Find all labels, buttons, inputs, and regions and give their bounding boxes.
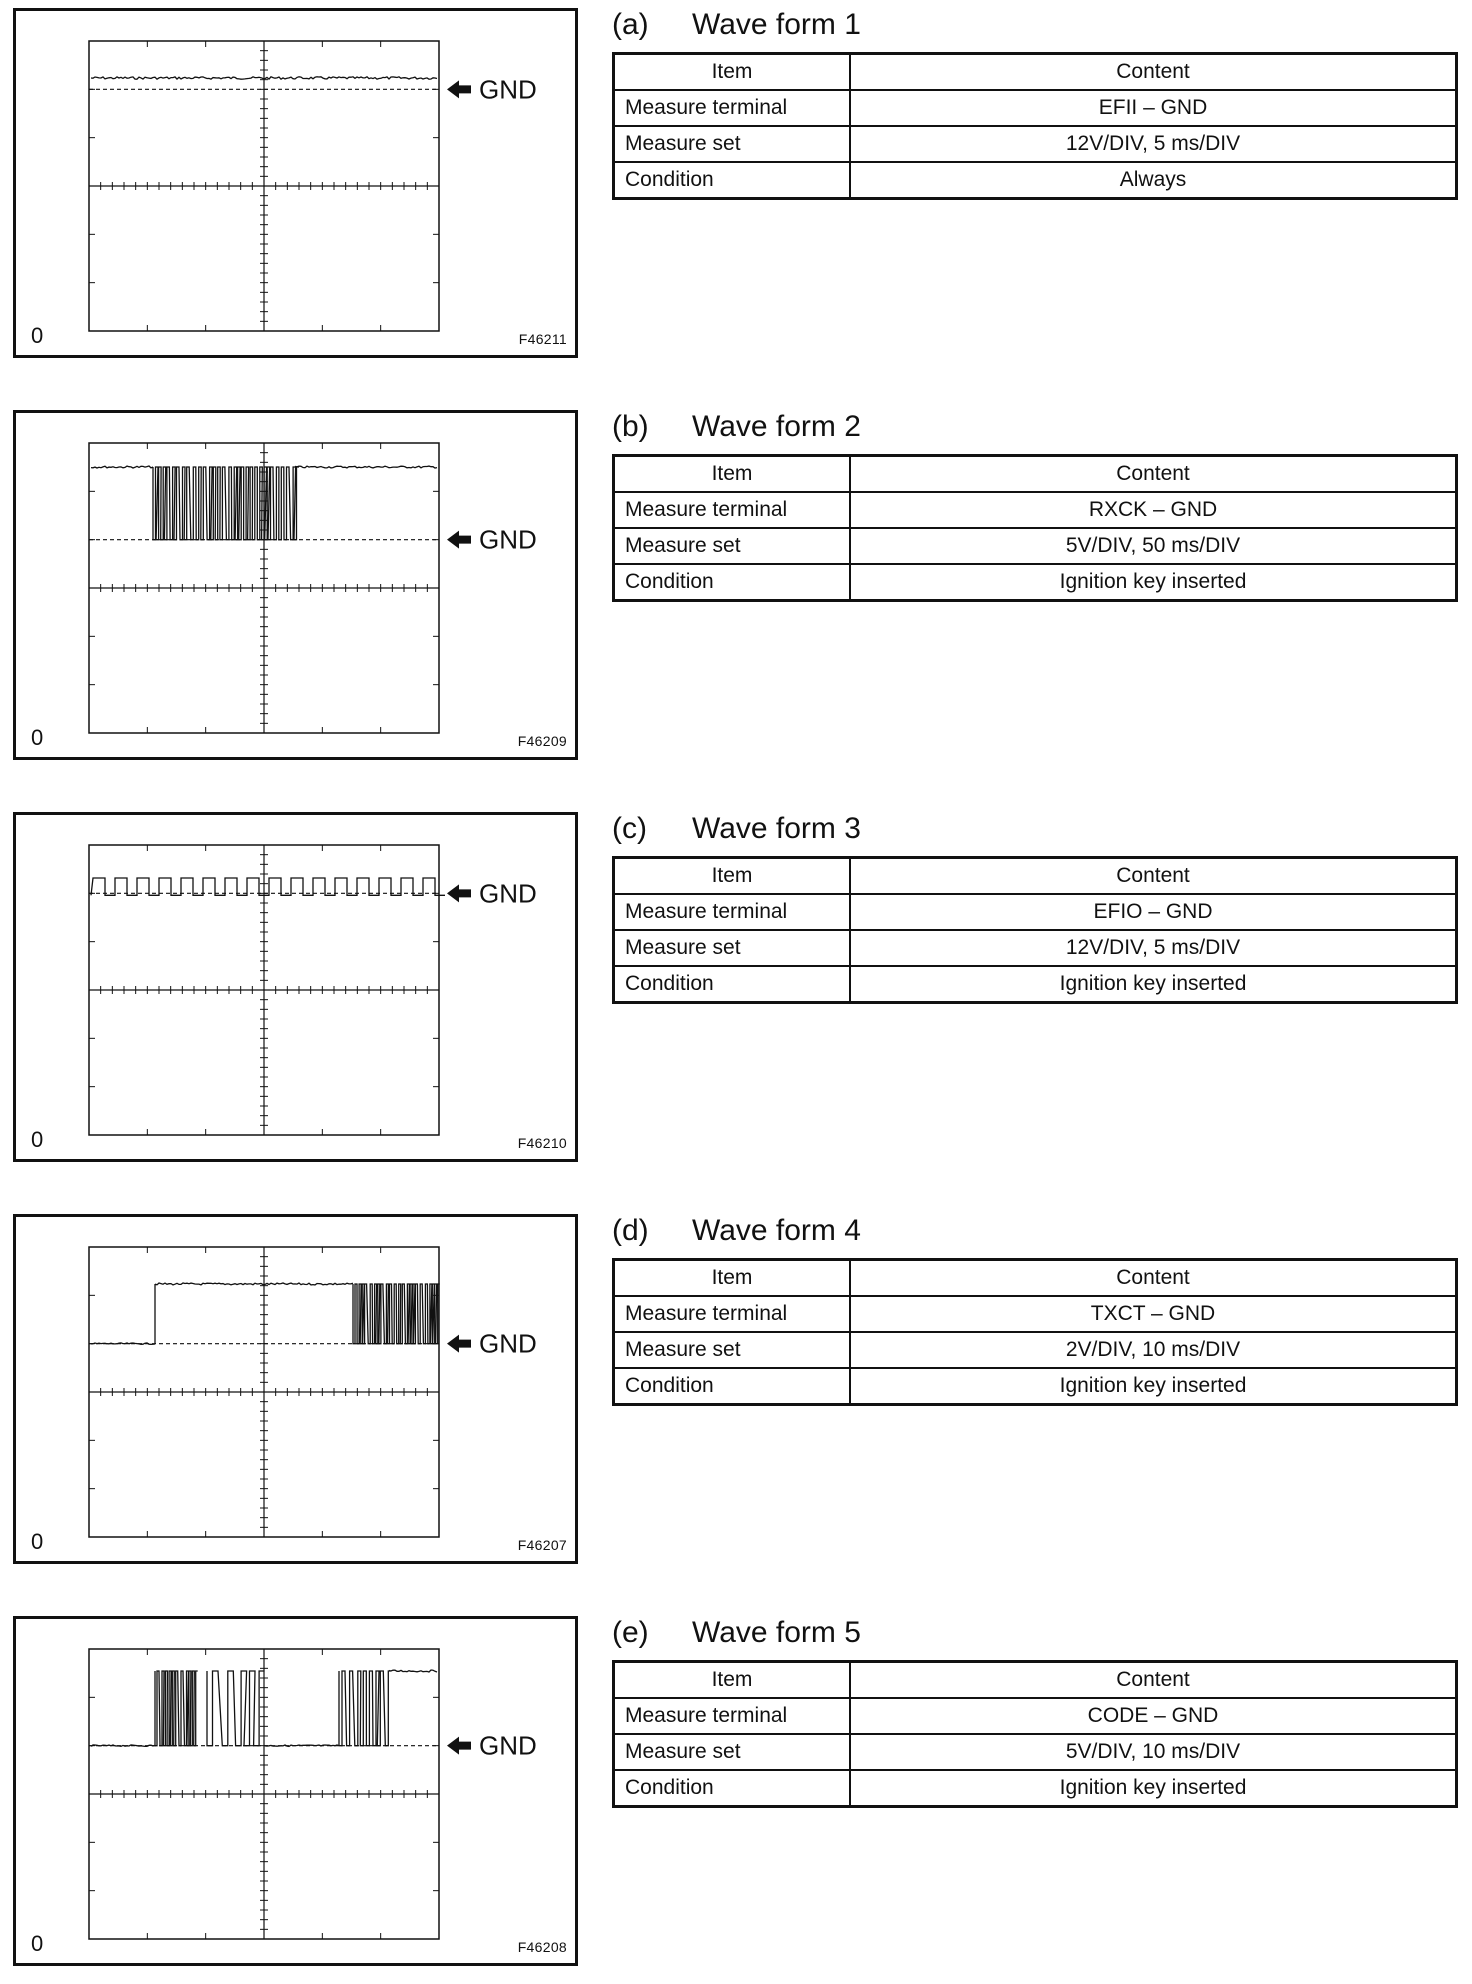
caption-letter: (c) (612, 812, 647, 845)
row-label-set: Measure set (614, 930, 851, 966)
row-label-set: Measure set (614, 528, 851, 564)
scope-grid-5 (16, 1619, 575, 1963)
scope-screen-3 (13, 812, 578, 1162)
scope-screen-2 (13, 410, 578, 760)
zero-label: 0 (31, 1127, 44, 1152)
header-content: Content (850, 1260, 1457, 1297)
row-label-terminal: Measure terminal (614, 90, 851, 126)
condition-value: Ignition key inserted (850, 1368, 1457, 1405)
gnd-label: GND (479, 1730, 537, 1761)
row-label-set: Measure set (614, 1734, 851, 1770)
scope-grid-2 (16, 413, 575, 757)
arrow-left-icon (447, 1335, 471, 1353)
gnd-label: GND (479, 524, 537, 555)
caption-title: Wave form 4 (692, 1214, 861, 1247)
measurement-table (612, 1258, 1458, 1406)
row-label-terminal: Measure terminal (614, 894, 851, 930)
figure-code: F46207 (517, 1537, 567, 1553)
row-label-condition: Condition (614, 564, 851, 601)
figure-code: F46211 (518, 331, 567, 347)
waveform-caption (612, 410, 1458, 454)
zero-label: 0 (31, 725, 44, 750)
waveform-caption (612, 812, 1458, 856)
measure-set-value: 5V/DIV, 10 ms/DIV (850, 1734, 1457, 1770)
scope-screen-4 (13, 1214, 578, 1564)
arrow-left-icon (447, 531, 471, 549)
zero-label: 0 (31, 323, 44, 348)
header-item: Item (614, 456, 851, 493)
row-label-set: Measure set (614, 1332, 851, 1368)
measure-set-value: 12V/DIV, 5 ms/DIV (850, 930, 1457, 966)
arrow-left-icon (447, 80, 471, 98)
measure-set-value: 12V/DIV, 5 ms/DIV (850, 126, 1457, 162)
gnd-label: GND (479, 74, 537, 105)
arrow-left-icon (447, 884, 471, 902)
scope-grid-3 (16, 815, 575, 1159)
scope-screen-5 (13, 1616, 578, 1966)
scope-grid-1 (16, 11, 575, 355)
row-label-set: Measure set (614, 126, 851, 162)
zero-label: 0 (31, 1529, 44, 1554)
header-item: Item (614, 1260, 851, 1297)
measurement-table (612, 52, 1458, 200)
measure-terminal-value: CODE – GND (850, 1698, 1457, 1734)
condition-value: Ignition key inserted (850, 1770, 1457, 1807)
caption-letter: (b) (612, 410, 649, 443)
measure-terminal-value: RXCK – GND (850, 492, 1457, 528)
row-label-terminal: Measure terminal (614, 492, 851, 528)
header-content: Content (850, 1662, 1457, 1699)
caption-title: Wave form 2 (692, 410, 861, 443)
arrow-left-icon (447, 1737, 471, 1755)
signal-trace (91, 466, 437, 540)
waveform-panel-2 (612, 410, 1458, 602)
gnd-label: GND (479, 878, 537, 909)
header-item: Item (614, 54, 851, 91)
scope-grid-4 (16, 1217, 575, 1561)
waveform-panel-4 (612, 1214, 1458, 1406)
measure-terminal-value: EFIO – GND (850, 894, 1457, 930)
caption-letter: (d) (612, 1214, 649, 1247)
caption-title: Wave form 5 (692, 1616, 861, 1649)
signal-trace (91, 1283, 440, 1344)
figure-code: F46210 (517, 1135, 567, 1151)
waveform-caption (612, 1616, 1458, 1660)
row-label-condition: Condition (614, 1770, 851, 1807)
waveform-caption (612, 1214, 1458, 1258)
measurement-table (612, 454, 1458, 602)
row-label-condition: Condition (614, 162, 851, 199)
caption-letter: (a) (612, 8, 649, 41)
caption-letter: (e) (612, 1616, 649, 1649)
figure-code: F46209 (517, 733, 567, 749)
header-content: Content (850, 858, 1457, 895)
waveform-panel-5 (612, 1616, 1458, 1808)
header-content: Content (850, 54, 1457, 91)
measure-terminal-value: TXCT – GND (850, 1296, 1457, 1332)
condition-value: Ignition key inserted (850, 966, 1457, 1003)
header-item: Item (614, 858, 851, 895)
waveform-caption (612, 8, 1458, 52)
measurement-table (612, 856, 1458, 1004)
condition-value: Ignition key inserted (850, 564, 1457, 601)
caption-title: Wave form 1 (692, 8, 861, 41)
measure-terminal-value: EFII – GND (850, 90, 1457, 126)
row-label-terminal: Measure terminal (614, 1296, 851, 1332)
caption-title: Wave form 3 (692, 812, 861, 845)
zero-label: 0 (31, 1931, 44, 1956)
header-item: Item (614, 1662, 851, 1699)
row-label-condition: Condition (614, 1368, 851, 1405)
row-label-condition: Condition (614, 966, 851, 1003)
waveform-panel-1 (612, 8, 1458, 200)
measure-set-value: 5V/DIV, 50 ms/DIV (850, 528, 1457, 564)
header-content: Content (850, 456, 1457, 493)
condition-value: Always (850, 162, 1457, 199)
waveform-panel-3 (612, 812, 1458, 1004)
measure-set-value: 2V/DIV, 10 ms/DIV (850, 1332, 1457, 1368)
row-label-terminal: Measure terminal (614, 1698, 851, 1734)
scope-screen-1 (13, 8, 578, 358)
measurement-table (612, 1660, 1458, 1808)
gnd-label: GND (479, 1328, 537, 1359)
figure-code: F46208 (517, 1939, 567, 1955)
